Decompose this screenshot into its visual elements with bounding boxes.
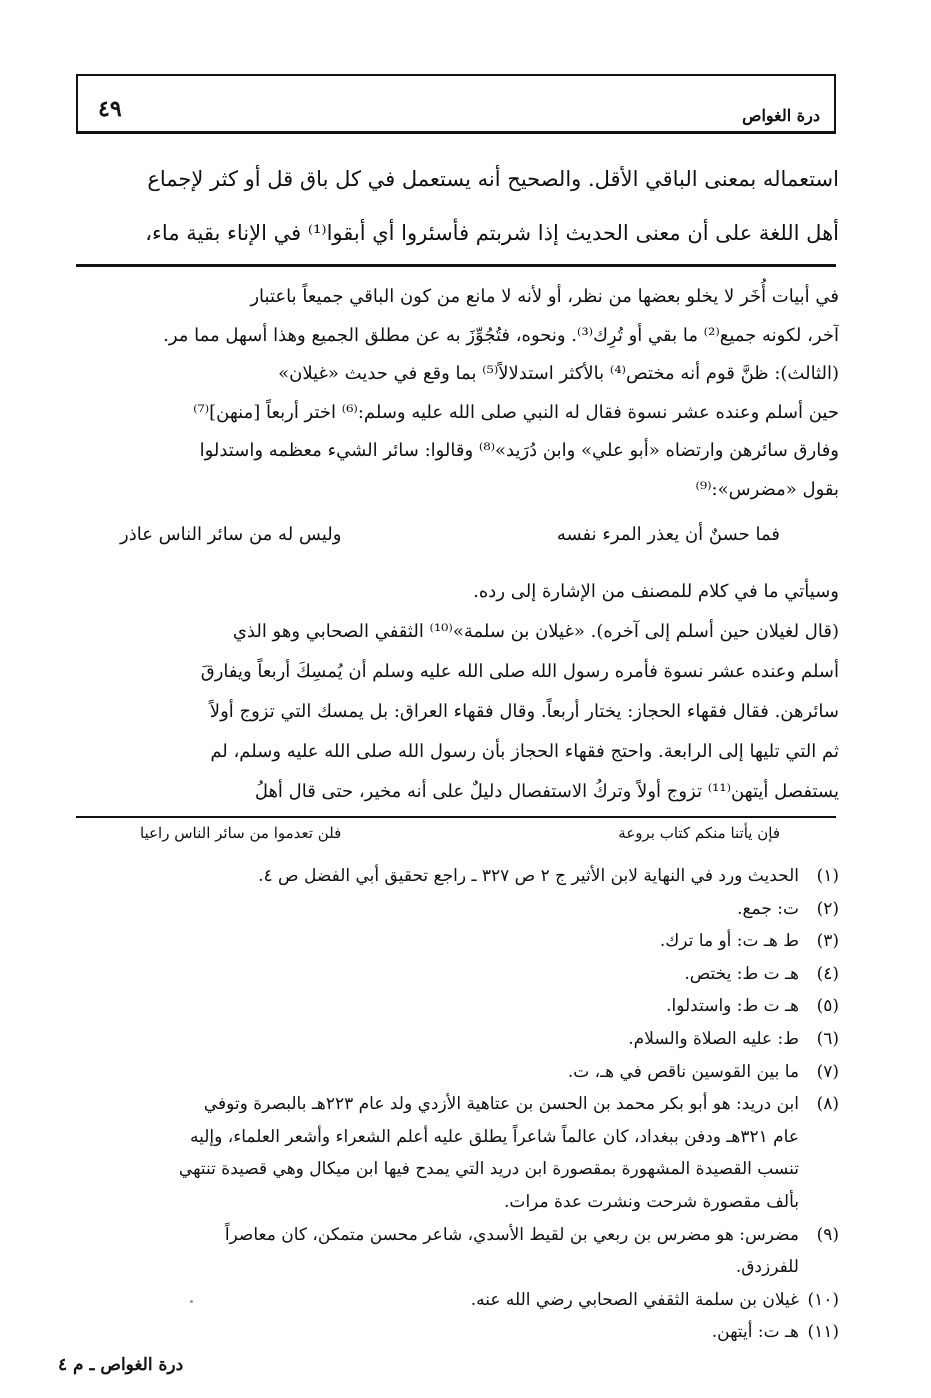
verse-second-hemistich: فلن تعدموا من سائر الناس راعيا xyxy=(140,824,342,842)
commentary-line: (الثالث): ظنَّ قوم أنه مختص⁽⁴⁾ بالأكثر استدلالاً⁽⁵⁾ بما وقع في حديث «غيلان» xyxy=(278,363,839,384)
page-number: ٤٩ xyxy=(98,96,122,122)
main-text-line: استعماله بمعنى الباقي الأقل. والصحيح أنه يستعمل في كل باق قل أو كثر لإجماع xyxy=(147,167,839,191)
footnote xyxy=(79,1056,839,1089)
footnote-text xyxy=(79,1316,799,1349)
qawl-ghaylan-section xyxy=(79,612,839,812)
footnote-number: (١١) xyxy=(807,1322,839,1343)
qawl-line: سائرهن. فقال فقهاء الحجاز: يختار أربعاً. وقال فقهاء العراق: بل يمسك التي تزوج أولاً xyxy=(209,701,839,722)
footnote-verse xyxy=(140,824,780,842)
footnote-text xyxy=(79,893,799,926)
commentary-line: وفارق سائرهن وارتضاه «أبو علي» وابن دُرَيد»⁽⁸⁾ وقالوا: سائر الشيء معظمه واستدلوا xyxy=(199,440,839,461)
verse-first-hemistich: فما حسنٌ أن يعذر المرء نفسه xyxy=(556,524,780,545)
footnote xyxy=(79,1219,839,1284)
footnote xyxy=(79,1088,839,1218)
footnote xyxy=(79,990,839,1023)
footnote-text xyxy=(79,1088,799,1218)
running-header xyxy=(76,74,836,134)
footnote-line: للفرزدق. xyxy=(735,1257,799,1278)
footnote-line: هـ ت ط: واستدلوا. xyxy=(666,996,799,1017)
footnote-text xyxy=(79,860,799,893)
footnote-text xyxy=(79,958,799,991)
commentary-line: في أبيات أُخَر لا يخلو بعضها من نظر، أو لأنه لا مانع من كون الباقي جميعاً باعتبار xyxy=(250,286,839,307)
footnote-line: ابن دريد: هو أبو بكر محمد بن الحسن بن عتاهية الأزدي ولد عام ٢٢٣هـ بالبصرة وتوفي xyxy=(203,1094,799,1115)
qawl-line: أسلم وعنده عشر نسوة فأمره رسول الله صلى الله عليه وسلم أن يُمسِكَ أربعاً ويفارقَ xyxy=(200,661,839,682)
footnote-number: (٤) xyxy=(816,963,839,984)
commentary-line: بقول «مضرس»:⁽⁹⁾ xyxy=(695,478,839,500)
footnote-number: (٩) xyxy=(816,1224,839,1245)
commentary-line: حين أسلم وعنده عشر نسوة فقال له النبي صلى الله عليه وسلم:⁽⁶⁾ اختر أربعاً [منهن]⁽⁷⁾ xyxy=(193,401,839,423)
footnote-line: ط: عليه الصلاة والسلام. xyxy=(628,1028,799,1049)
footnote-line: ط هـ ت: أو ما ترك. xyxy=(659,931,799,952)
qawl-line: (قال لغيلان حين أسلم إلى آخره). «غيلان بن سلمة»⁽¹⁰⁾ الثقفي الصحابي وهو الذي xyxy=(232,621,839,642)
footnote-text xyxy=(79,1023,799,1056)
footnote-text xyxy=(79,1219,799,1284)
footnote xyxy=(79,925,839,958)
footnote-text xyxy=(79,990,799,1023)
after-verse-line: وسيأتي ما في كلام للمصنف من الإشارة إلى رده. xyxy=(473,581,839,602)
verse-first-hemistich: فإن يأتنا منكم كتاب بروعة xyxy=(618,824,780,842)
footnote-line: عام ٣٢١هـ ودفن ببغداد، كان عالماً شاعراً يطلق عليه أعلم الشعراء وأشعر العلماء، وإليه xyxy=(189,1126,799,1147)
footnote-line: الحديث ورد في النهاية لابن الأثير ج ٢ ص ٣٢٧ ـ راجع تحقيق أبي الفضل ص ٤. xyxy=(258,866,799,886)
footnote-text xyxy=(79,1284,799,1317)
footnote-line: ما بين القوسين ناقص في هـ، ت. xyxy=(567,1061,799,1082)
footnote-number: (١٠) xyxy=(807,1289,839,1310)
footnote-line: مضرس: هو مضرس بن ربعي بن لقيط الأسدي، شاعر محسن متمكن، كان معاصراً xyxy=(224,1224,799,1245)
qawl-line: يستفصل أيتهن⁽¹¹⁾ تزوج أولاً وتركُ الاستفصال دليلٌ على أنه مخير، حتى قال أهلُ xyxy=(254,781,839,802)
footnote-number: (٨) xyxy=(816,1094,839,1115)
footnote-number: (٥) xyxy=(816,996,839,1017)
main-commentary-divider xyxy=(76,264,836,267)
footnote-line: تنسب القصيدة المشهورة بمقصورة ابن دريد التي يمدح فيها ابن ميكال وهي قصيدة تنتهي xyxy=(178,1159,799,1180)
footnote-line: غيلان بن سلمة الثقفي الصحابي رضي الله عنه. xyxy=(470,1289,799,1310)
qawl-line: ثم التي تليها إلى الرابعة. واحتج فقهاء الحجاز بأن رسول الله صلى الله عليه وسلم، لم xyxy=(210,741,839,762)
footnote-text xyxy=(79,1056,799,1089)
footnote xyxy=(79,958,839,991)
commentary-text xyxy=(79,278,839,509)
footnote-number: (٦) xyxy=(816,1028,839,1049)
footnote xyxy=(79,860,839,893)
footnote-divider xyxy=(76,816,836,818)
footnotes xyxy=(79,860,839,1349)
footnote-line: هـ ت ط: يختص. xyxy=(684,963,799,984)
page-footer: درة الغواص ـ م ٤ xyxy=(58,1355,184,1375)
footnote-number: (٣) xyxy=(816,931,839,952)
verse-second-hemistich: وليس له من سائر الناس عاذر xyxy=(120,524,342,545)
footnote xyxy=(79,1023,839,1056)
verse-mudarris xyxy=(120,524,780,545)
footnote xyxy=(79,893,839,926)
footnote-line: بألف مقصورة شرحت ونشرت عدة مرات. xyxy=(504,1191,799,1212)
footnote-number: (٧) xyxy=(816,1061,839,1082)
paper-speck xyxy=(190,1300,193,1303)
after-verse-text xyxy=(79,572,839,612)
header-title: درة الغواص xyxy=(742,106,820,125)
footnote-number: (٢) xyxy=(816,898,839,919)
main-text xyxy=(79,152,839,260)
footnote-line: هـ ت: أيتهن. xyxy=(711,1322,799,1343)
footnote xyxy=(79,1284,839,1317)
footnote-line: ت: جمع. xyxy=(737,898,799,919)
main-text-line: أهل اللغة على أن معنى الحديث إذا شربتم فأسئروا أي أبقوا⁽¹⁾ في الإناء بقية ماء، xyxy=(145,221,839,245)
commentary-line: آخر، لكونه جميع⁽²⁾ ما بقي أو تُرِك⁽³⁾. ونحوه، فتُجُوِّزَ به عن مطلق الجميع وهذا أسهل مما مر. xyxy=(163,324,839,346)
footnote-number: (١) xyxy=(816,866,839,886)
footnote xyxy=(79,1316,839,1349)
footnote-text xyxy=(79,925,799,958)
